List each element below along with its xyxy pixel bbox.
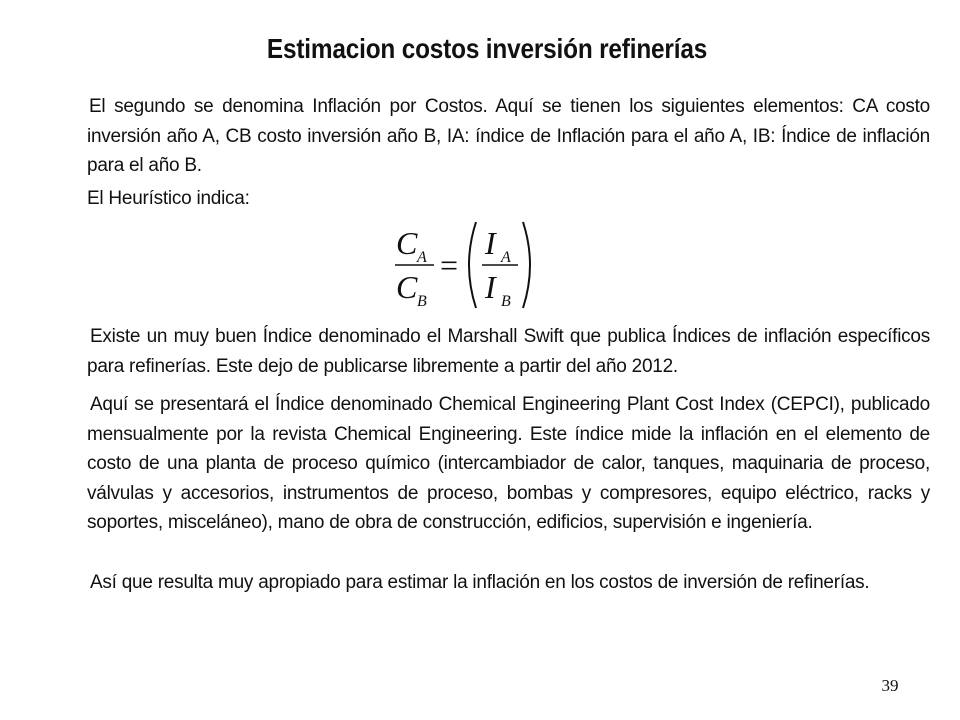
formula-right-denominator: I — [485, 269, 496, 305]
paragraph-cost-inflation: El segundo se denomina Inflación por Costos. Aquí se tienen los siguientes elementos: CA costo inversión año A, CB costo inversión año B, IA: índice de Inflación para el año A, IB: Índice de inflación para el año B. — [87, 96, 930, 176]
formula-right-numerator: I — [485, 225, 496, 261]
formula-left-denominator-sub: B — [417, 293, 427, 310]
formula-left-denominator: C — [396, 269, 418, 305]
paragraph-cepci: Aquí se presentará el Índice denominado Chemical Engineering Plant Cost Index (CEPCI), publicado mensualmente por la revista Chemical Engineering. Este índice mide la inflación en el elemento de costo de una planta de proceso químico (intercambiador de calor, tanques, maquinaria de proceso, válvulas y accesorios, instrumentos de proceso, bombas y compresores, equipo eléctrico, racks y soportes, misceláneo), mano de obra de construcción, edificios, supervisión e ingeniería. — [87, 394, 930, 533]
formula-right-numerator-sub: A — [501, 249, 511, 266]
formula-left-numerator: C — [396, 225, 418, 261]
paragraph-marshall-swift: Existe un muy buen Índice denominado el Marshall Swift que publica Índices de inflación específicos para refinerías. Este dejo de publicarse libremente a partir del año 2012. — [87, 326, 930, 377]
formula-left-parenthesis — [469, 222, 476, 308]
slide-title: Estimacion costos inversión refinerías — [266, 33, 708, 64]
page-number: 39 — [881, 676, 899, 695]
paragraph-conclusion: Así que resulta muy apropiado para estimar la inflación en los costos de inversión de refinerías. — [90, 572, 870, 593]
paragraph-heuristic: El Heurístico indica: — [87, 188, 250, 209]
inflation-formula — [390, 218, 540, 312]
formula-right-parenthesis — [523, 222, 530, 308]
formula-equals: = — [440, 247, 459, 283]
formula-right-denominator-sub: B — [501, 293, 511, 310]
formula-left-numerator-sub: A — [417, 249, 427, 266]
